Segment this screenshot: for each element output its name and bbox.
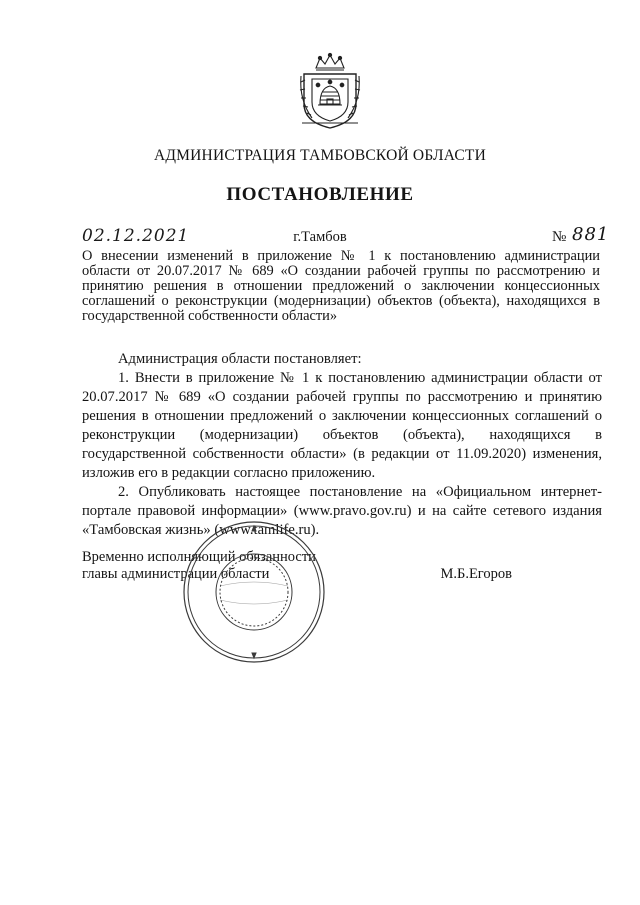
document-body bbox=[82, 350, 602, 540]
document-subject: О внесении изменений в приложение № 1 к постановлению администрации области от 20.07.2017 № 689 «О создании рабочей группы по рассмотрению и принятию решения в отношении предложений о заключении концессионных соглашений о реконструкции (модернизации) объектов (объекта), находящихся в государственной собственности области» bbox=[82, 248, 600, 324]
body-item-1: 1. Внести в приложение № 1 к постановлению администрации области от 20.07.2017 № 689 «О создании рабочей группы по рассмотрению и принятию решения в отношении предложений о заключении концессионных соглашений о реконструкции (модернизации) объектов (объекта), находящихся в государственной собственности области» (в редакции от 11.09.2020) изменения, изложив его в редакции согласно приложению. bbox=[82, 370, 602, 481]
document-type-title: ПОСТАНОВЛЕНИЕ bbox=[226, 184, 414, 205]
signature-title-line1: Временно исполняющий обязанности bbox=[82, 549, 316, 565]
document-city: г.Тамбов bbox=[293, 229, 347, 245]
body-preamble: Администрация области постановляет: bbox=[118, 351, 362, 367]
signature-title-line2: главы администрации области bbox=[82, 566, 270, 582]
official-stamp bbox=[180, 518, 328, 666]
body-item-2: 2. Опубликовать настоящее постановление на «Официальном интернет-портале правовой информации» (www.pravo.gov.ru) и на сайте сетевого издания «Тамбовская жизнь» (www.tamlife.ru). bbox=[82, 484, 602, 538]
number-label: № bbox=[552, 229, 567, 245]
document-date: 02.12.2021 bbox=[82, 226, 190, 246]
coat-of-arms-emblem bbox=[298, 52, 362, 130]
document-number: 881 bbox=[572, 224, 610, 245]
signatory-name: М.Б.Егоров bbox=[440, 566, 512, 582]
organization-name: АДМИНИСТРАЦИЯ ТАМБОВСКОЙ ОБЛАСТИ bbox=[154, 147, 486, 164]
